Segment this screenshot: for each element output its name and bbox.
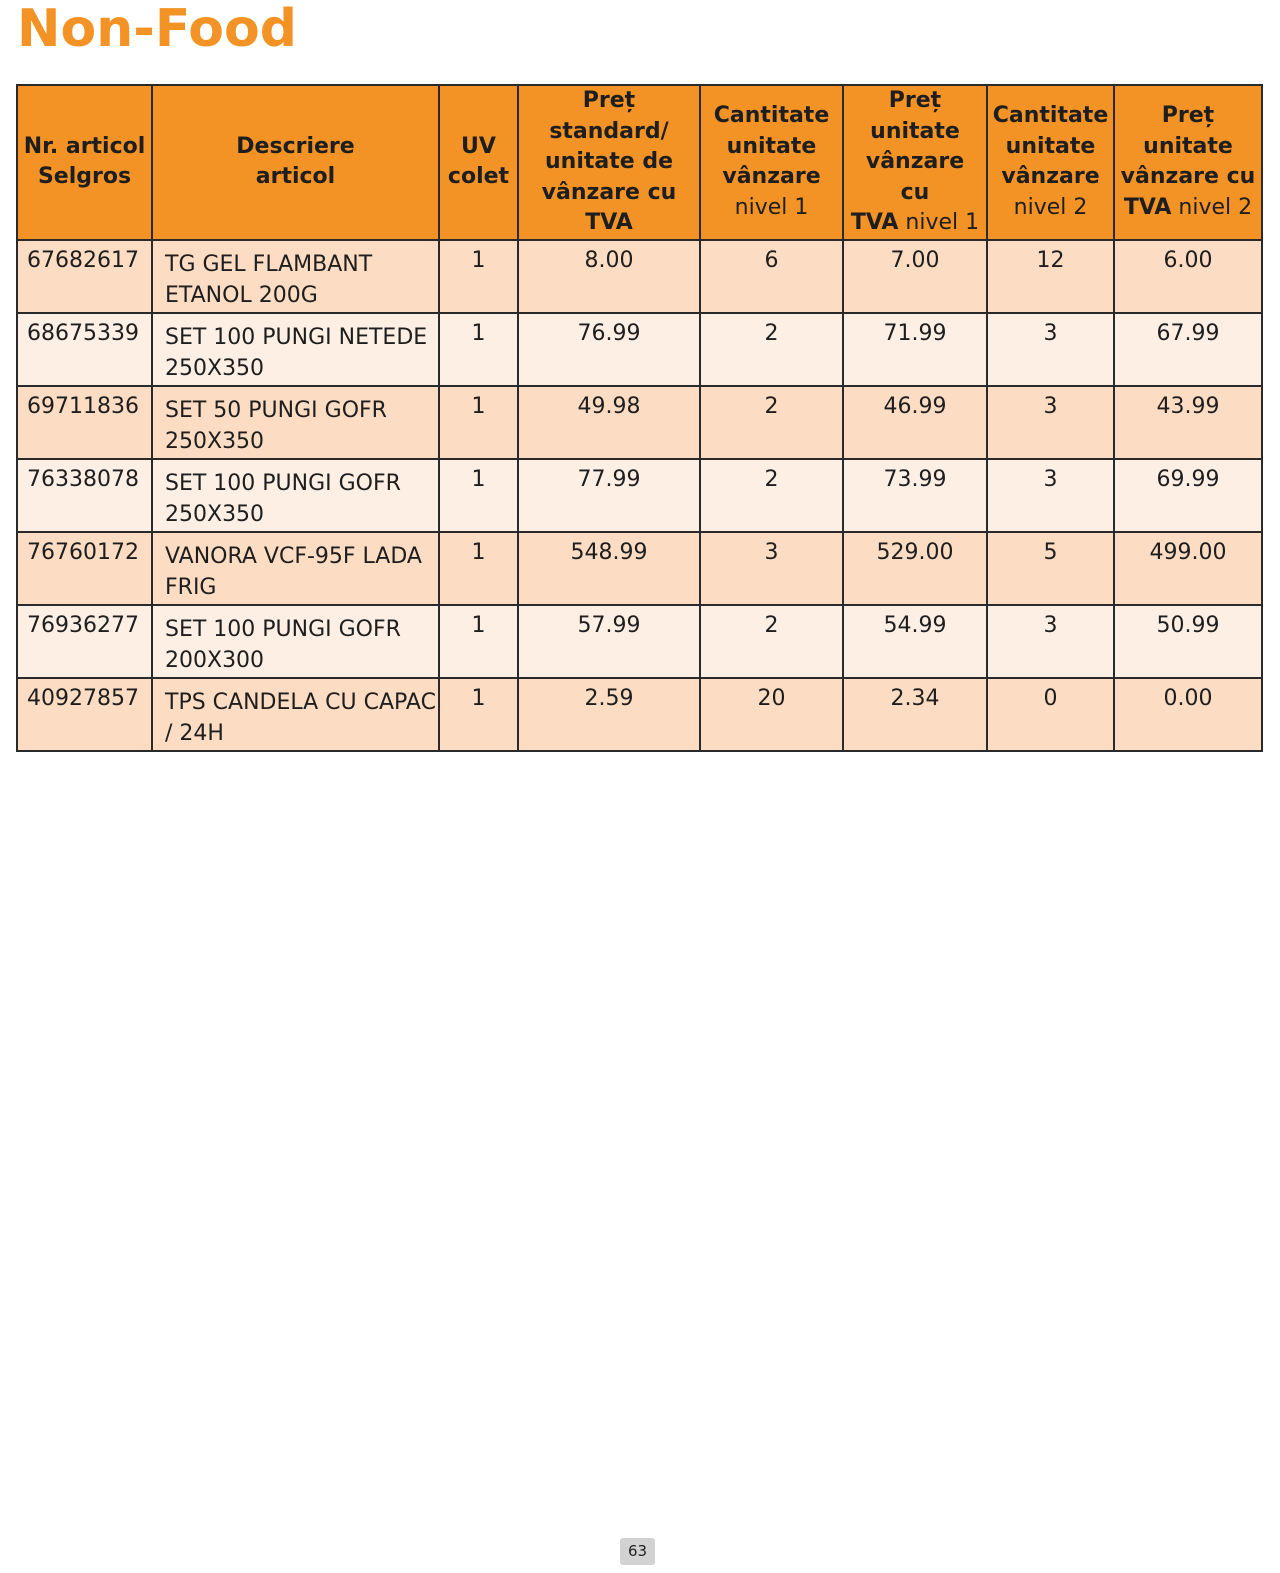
header-qty1-line: vânzare <box>722 164 821 190</box>
header-code <box>17 85 152 240</box>
cell-price2: 69.99 <box>1114 459 1262 532</box>
cell-price1: 7.00 <box>843 240 987 313</box>
cell-uv: 1 <box>439 532 518 605</box>
table-row <box>17 605 1262 678</box>
cell-std-price: 77.99 <box>518 459 700 532</box>
cell-price2: 67.99 <box>1114 313 1262 386</box>
cell-description: SET 100 PUNGI GOFR 250X350 <box>152 459 439 532</box>
header-uv-line: colet <box>447 164 510 190</box>
header-description <box>152 85 439 240</box>
header-price1-line: Preț <box>888 88 942 113</box>
cell-description: TPS CANDELA CU CAPAC / 24H <box>152 678 439 751</box>
header-price2-tva: TVA <box>1123 194 1172 220</box>
cell-std-price: 2.59 <box>518 678 700 751</box>
header-qty2 <box>987 85 1114 240</box>
table-row <box>17 459 1262 532</box>
cell-qty1: 2 <box>700 605 843 678</box>
header-row <box>17 85 1262 240</box>
header-price1-tva: TVA <box>850 210 899 235</box>
header-code-line: Nr. articol <box>23 133 146 159</box>
table-row <box>17 313 1262 386</box>
cell-uv: 1 <box>439 240 518 313</box>
cell-uv: 1 <box>439 386 518 459</box>
header-description-line: Descriere <box>236 133 355 159</box>
cell-qty2: 3 <box>987 459 1114 532</box>
cell-code: 40927857 <box>17 678 152 751</box>
header-qty2-line: unitate <box>1005 133 1096 159</box>
cell-qty2: 3 <box>987 386 1114 459</box>
header-std-price-line: TVA <box>585 210 633 235</box>
cell-uv: 1 <box>439 605 518 678</box>
header-qty2-level: nivel 2 <box>1013 194 1088 220</box>
header-std-price <box>518 85 700 240</box>
cell-uv: 1 <box>439 459 518 532</box>
header-qty1 <box>700 85 843 240</box>
header-price2-line: unitate <box>1143 133 1233 159</box>
cell-qty2: 0 <box>987 678 1114 751</box>
cell-std-price: 76.99 <box>518 313 700 386</box>
header-price1-line: unitate <box>870 118 960 144</box>
cell-qty1: 20 <box>700 678 843 751</box>
cell-description: SET 50 PUNGI GOFR 250X350 <box>152 386 439 459</box>
cell-price1: 71.99 <box>843 313 987 386</box>
header-qty1-line: unitate <box>726 133 817 159</box>
cell-description: TG GEL FLAMBANT ETANOL 200G <box>152 240 439 313</box>
header-std-price-line: Preț standard/ <box>549 88 669 144</box>
cell-code: 67682617 <box>17 240 152 313</box>
header-std-price-line: vânzare cu <box>541 179 677 205</box>
page-number: 63 <box>620 1538 655 1565</box>
page-title: Non-Food <box>17 0 297 59</box>
cell-price1: 529.00 <box>843 532 987 605</box>
header-price1 <box>843 85 987 240</box>
cell-std-price: 8.00 <box>518 240 700 313</box>
header-std-price-line: unitate de <box>545 149 673 174</box>
cell-code: 76760172 <box>17 532 152 605</box>
header-qty1-line: Cantitate <box>713 103 830 129</box>
price-table <box>16 84 1263 752</box>
header-description-line: articol <box>255 164 336 190</box>
cell-qty1: 2 <box>700 386 843 459</box>
cell-price1: 54.99 <box>843 605 987 678</box>
header-price1-level: nivel 1 <box>898 210 980 235</box>
cell-description: SET 100 PUNGI GOFR 200X300 <box>152 605 439 678</box>
table-row <box>17 386 1262 459</box>
table-row <box>17 532 1262 605</box>
cell-price1: 73.99 <box>843 459 987 532</box>
cell-code: 68675339 <box>17 313 152 386</box>
cell-std-price: 49.98 <box>518 386 700 459</box>
header-price2-level: nivel 2 <box>1171 194 1253 220</box>
header-uv-line: UV <box>461 133 496 159</box>
cell-uv: 1 <box>439 678 518 751</box>
cell-qty2: 3 <box>987 605 1114 678</box>
header-price1-line: vânzare cu <box>865 149 965 205</box>
cell-qty1: 2 <box>700 313 843 386</box>
cell-qty1: 6 <box>700 240 843 313</box>
cell-qty2: 3 <box>987 313 1114 386</box>
cell-std-price: 57.99 <box>518 605 700 678</box>
header-qty2-line: Cantitate <box>992 103 1109 129</box>
cell-qty1: 3 <box>700 532 843 605</box>
cell-qty1: 2 <box>700 459 843 532</box>
cell-price2: 50.99 <box>1114 605 1262 678</box>
cell-qty2: 12 <box>987 240 1114 313</box>
cell-std-price: 548.99 <box>518 532 700 605</box>
cell-uv: 1 <box>439 313 518 386</box>
table-row <box>17 678 1262 751</box>
cell-price1: 46.99 <box>843 386 987 459</box>
cell-price1: 2.34 <box>843 678 987 751</box>
cell-description: VANORA VCF-95F LADA FRIG <box>152 532 439 605</box>
header-qty1-level: nivel 1 <box>734 194 809 220</box>
header-price2-line: vânzare cu <box>1120 164 1256 190</box>
cell-price2: 43.99 <box>1114 386 1262 459</box>
header-code-line: Selgros <box>37 164 132 190</box>
cell-price2: 0.00 <box>1114 678 1262 751</box>
cell-qty2: 5 <box>987 532 1114 605</box>
cell-price2: 6.00 <box>1114 240 1262 313</box>
header-price2 <box>1114 85 1262 240</box>
cell-price2: 499.00 <box>1114 532 1262 605</box>
header-uv <box>439 85 518 240</box>
header-price2-line: Preț <box>1161 103 1215 129</box>
header-price2-last-line <box>1119 193 1257 224</box>
header-qty2-line: vânzare <box>1001 164 1100 190</box>
cell-code: 69711836 <box>17 386 152 459</box>
header-price1-last-line <box>848 208 982 239</box>
table-row <box>17 240 1262 313</box>
cell-code: 76338078 <box>17 459 152 532</box>
cell-description: SET 100 PUNGI NETEDE 250X350 <box>152 313 439 386</box>
cell-code: 76936277 <box>17 605 152 678</box>
